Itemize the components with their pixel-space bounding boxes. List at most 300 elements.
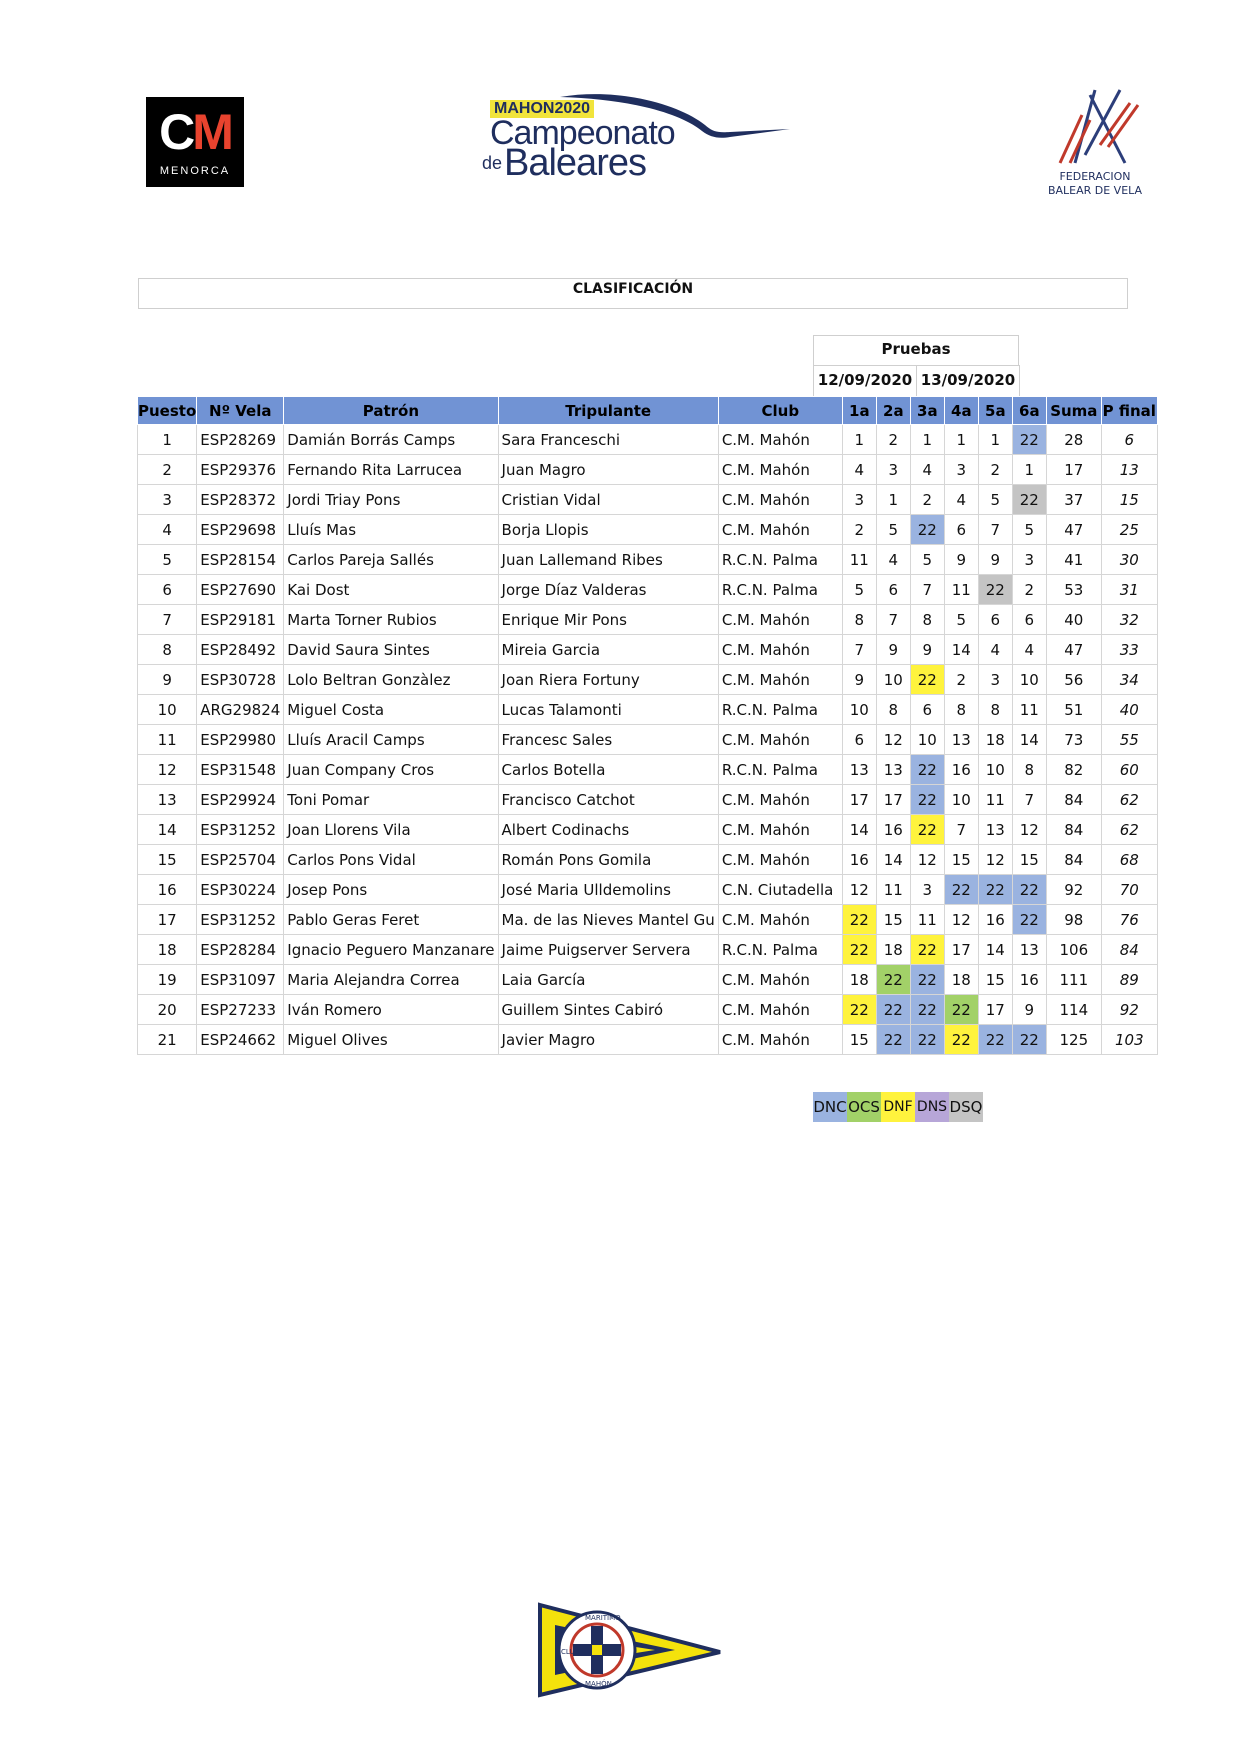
cell-race-1: 22: [842, 905, 876, 935]
cell-vela: ESP30224: [197, 875, 284, 905]
cell-race-6: 5: [1012, 515, 1046, 545]
cell-club: C.N. Ciutadella: [718, 875, 842, 905]
cell-race-1: 14: [842, 815, 876, 845]
cell-vela: ESP29698: [197, 515, 284, 545]
cell-club: R.C.N. Palma: [718, 695, 842, 725]
header-row: [138, 397, 1158, 425]
cell-puesto: 1: [138, 425, 197, 455]
cell-puesto: 16: [138, 875, 197, 905]
cell-race-6: 6: [1012, 605, 1046, 635]
cell-suma: 47: [1046, 515, 1101, 545]
cell-vela: ESP27690: [197, 575, 284, 605]
cell-puesto: 19: [138, 965, 197, 995]
cell-vela: ESP29181: [197, 605, 284, 635]
cell-pfinal: 33: [1101, 635, 1157, 665]
cell-race-5: 22: [978, 875, 1012, 905]
legend-dns: DNS: [915, 1092, 949, 1122]
cell-race-6: 16: [1012, 965, 1046, 995]
table-row: [138, 935, 1158, 965]
cell-suma: 73: [1046, 725, 1101, 755]
results-table: [137, 396, 1158, 1055]
cell-suma: 125: [1046, 1025, 1101, 1055]
table-row: [138, 485, 1158, 515]
cell-race-5: 13: [978, 815, 1012, 845]
cell-puesto: 2: [138, 455, 197, 485]
cell-pfinal: 40: [1101, 695, 1157, 725]
cell-club: C.M. Mahón: [718, 605, 842, 635]
federation-name-line2: BALEAR DE VELA: [1047, 184, 1143, 197]
cm-logo-subtitle: MENORCA: [159, 165, 231, 177]
cell-patron: David Saura Sintes: [284, 635, 498, 665]
cell-race-3: 22: [910, 965, 944, 995]
cell-pfinal: 103: [1101, 1025, 1157, 1055]
cell-patron: Carlos Pons Vidal: [284, 845, 498, 875]
cell-race-4: 2: [944, 665, 978, 695]
cell-race-5: 14: [978, 935, 1012, 965]
cell-race-3: 22: [910, 995, 944, 1025]
cell-club: C.M. Mahón: [718, 965, 842, 995]
cell-patron: Jordi Triay Pons: [284, 485, 498, 515]
cell-vela: ESP28372: [197, 485, 284, 515]
cell-race-5: 1: [978, 425, 1012, 455]
cell-race-4: 14: [944, 635, 978, 665]
cell-race-6: 13: [1012, 935, 1046, 965]
cell-race-3: 22: [910, 815, 944, 845]
cell-vela: ARG29824: [197, 695, 284, 725]
cell-pfinal: 84: [1101, 935, 1157, 965]
cell-race-3: 6: [910, 695, 944, 725]
cell-race-5: 18: [978, 725, 1012, 755]
cell-race-2: 3: [876, 455, 910, 485]
cell-puesto: 20: [138, 995, 197, 1025]
cell-race-2: 16: [876, 815, 910, 845]
cell-tripulante: Francesc Sales: [498, 725, 718, 755]
cell-suma: 92: [1046, 875, 1101, 905]
cell-pfinal: 31: [1101, 575, 1157, 605]
cell-race-3: 1: [910, 425, 944, 455]
cell-vela: ESP29924: [197, 785, 284, 815]
cell-pfinal: 60: [1101, 755, 1157, 785]
cell-suma: 37: [1046, 485, 1101, 515]
cell-race-4: 6: [944, 515, 978, 545]
cell-race-3: 22: [910, 755, 944, 785]
cell-race-5: 16: [978, 905, 1012, 935]
penalty-legend: [813, 1092, 983, 1122]
cell-race-2: 17: [876, 785, 910, 815]
cell-tripulante: Juan Magro: [498, 455, 718, 485]
cell-pfinal: 70: [1101, 875, 1157, 905]
cell-race-6: 22: [1012, 1025, 1046, 1055]
cell-race-3: 22: [910, 935, 944, 965]
cell-race-5: 5: [978, 485, 1012, 515]
cell-race-3: 5: [910, 545, 944, 575]
cell-suma: 84: [1046, 785, 1101, 815]
cell-club: C.M. Mahón: [718, 845, 842, 875]
cell-vela: ESP30728: [197, 665, 284, 695]
cell-race-2: 15: [876, 905, 910, 935]
cell-pfinal: 13: [1101, 455, 1157, 485]
table-row: [138, 845, 1158, 875]
burgee-bottom-text: MAHÓN: [585, 1680, 612, 1688]
cell-race-5: 2: [978, 455, 1012, 485]
col-pfinal: P final: [1101, 397, 1157, 425]
cell-club: C.M. Mahón: [718, 1025, 842, 1055]
cell-club: C.M. Mahón: [718, 425, 842, 455]
cell-puesto: 5: [138, 545, 197, 575]
table-row: [138, 905, 1158, 935]
cell-patron: Miguel Olives: [284, 1025, 498, 1055]
club-maritimo-mahon-burgee: [535, 1600, 735, 1700]
cell-race-5: 8: [978, 695, 1012, 725]
cell-race-6: 8: [1012, 755, 1046, 785]
cell-race-6: 22: [1012, 875, 1046, 905]
cell-race-3: 22: [910, 515, 944, 545]
cell-pfinal: 6: [1101, 425, 1157, 455]
cell-suma: 53: [1046, 575, 1101, 605]
legend-ocs: OCS: [847, 1092, 881, 1122]
table-row: [138, 635, 1158, 665]
cell-puesto: 8: [138, 635, 197, 665]
event-name-de: de: [482, 153, 503, 173]
cell-race-1: 22: [842, 995, 876, 1025]
cell-vela: ESP29980: [197, 725, 284, 755]
cell-race-2: 11: [876, 875, 910, 905]
cell-puesto: 9: [138, 665, 197, 695]
cell-pfinal: 92: [1101, 995, 1157, 1025]
cell-suma: 98: [1046, 905, 1101, 935]
cell-race-1: 3: [842, 485, 876, 515]
cell-race-6: 2: [1012, 575, 1046, 605]
cell-tripulante: Juan Lallemand Ribes: [498, 545, 718, 575]
cell-tripulante: Mireia Garcia: [498, 635, 718, 665]
cell-race-1: 8: [842, 605, 876, 635]
cell-vela: ESP29376: [197, 455, 284, 485]
cell-suma: 40: [1046, 605, 1101, 635]
table-row: [138, 785, 1158, 815]
cell-race-2: 2: [876, 425, 910, 455]
cell-patron: Maria Alejandra Correa: [284, 965, 498, 995]
cell-tripulante: Lucas Talamonti: [498, 695, 718, 725]
cm-menorca-logo: [146, 97, 244, 187]
cell-patron: Joan Llorens Vila: [284, 815, 498, 845]
cell-puesto: 17: [138, 905, 197, 935]
cell-race-4: 16: [944, 755, 978, 785]
cell-suma: 56: [1046, 665, 1101, 695]
cell-race-4: 7: [944, 815, 978, 845]
cell-vela: ESP31252: [197, 905, 284, 935]
cell-tripulante: Borja Llopis: [498, 515, 718, 545]
cell-race-2: 10: [876, 665, 910, 695]
cell-patron: Toni Pomar: [284, 785, 498, 815]
cell-race-3: 2: [910, 485, 944, 515]
cell-club: C.M. Mahón: [718, 815, 842, 845]
col-race-1: 1a: [842, 397, 876, 425]
cell-patron: Josep Pons: [284, 875, 498, 905]
cell-pfinal: 62: [1101, 785, 1157, 815]
cell-tripulante: José Maria Ulldemolins: [498, 875, 718, 905]
cell-tripulante: Sara Franceschi: [498, 425, 718, 455]
table-row: [138, 815, 1158, 845]
cell-vela: ESP31097: [197, 965, 284, 995]
cell-patron: Lluís Aracil Camps: [284, 725, 498, 755]
cell-patron: Juan Company Cros: [284, 755, 498, 785]
cell-puesto: 21: [138, 1025, 197, 1055]
col-race-6: 6a: [1012, 397, 1046, 425]
cell-race-2: 6: [876, 575, 910, 605]
cell-race-6: 22: [1012, 425, 1046, 455]
cell-pfinal: 55: [1101, 725, 1157, 755]
cell-race-4: 11: [944, 575, 978, 605]
cell-tripulante: Carlos Botella: [498, 755, 718, 785]
cell-club: C.M. Mahón: [718, 665, 842, 695]
cell-race-6: 22: [1012, 905, 1046, 935]
cell-race-5: 10: [978, 755, 1012, 785]
cell-race-2: 22: [876, 965, 910, 995]
cell-club: C.M. Mahón: [718, 905, 842, 935]
cell-race-1: 22: [842, 935, 876, 965]
cell-club: C.M. Mahón: [718, 455, 842, 485]
cell-patron: Iván Romero: [284, 995, 498, 1025]
cell-race-1: 10: [842, 695, 876, 725]
cell-race-3: 22: [910, 665, 944, 695]
cell-race-4: 12: [944, 905, 978, 935]
cell-race-2: 5: [876, 515, 910, 545]
cell-tripulante: Javier Magro: [498, 1025, 718, 1055]
table-row: [138, 1025, 1158, 1055]
cell-puesto: 11: [138, 725, 197, 755]
col-patron: Patrón: [284, 397, 498, 425]
cell-race-3: 22: [910, 785, 944, 815]
cell-club: R.C.N. Palma: [718, 755, 842, 785]
cell-suma: 111: [1046, 965, 1101, 995]
cm-logo-letters: CM: [159, 104, 231, 160]
cell-suma: 41: [1046, 545, 1101, 575]
cell-vela: ESP31252: [197, 815, 284, 845]
cell-race-1: 15: [842, 1025, 876, 1055]
cell-suma: 114: [1046, 995, 1101, 1025]
date-day2: 13/09/2020: [917, 365, 1020, 397]
table-row: [138, 695, 1158, 725]
cell-vela: ESP27233: [197, 995, 284, 1025]
cell-race-5: 22: [978, 1025, 1012, 1055]
cell-race-6: 7: [1012, 785, 1046, 815]
col-race-4: 4a: [944, 397, 978, 425]
cell-race-5: 9: [978, 545, 1012, 575]
cell-race-6: 15: [1012, 845, 1046, 875]
table-row: [138, 455, 1158, 485]
cell-club: C.M. Mahón: [718, 995, 842, 1025]
cell-race-6: 3: [1012, 545, 1046, 575]
cell-tripulante: Ma. de las Nieves Mantel Gu: [498, 905, 718, 935]
cell-vela: ESP28284: [197, 935, 284, 965]
cell-race-4: 4: [944, 485, 978, 515]
race-dates: [813, 365, 1020, 396]
cell-patron: Lolo Beltran Gonzàlez: [284, 665, 498, 695]
cell-club: C.M. Mahón: [718, 485, 842, 515]
cell-race-3: 10: [910, 725, 944, 755]
cell-race-1: 6: [842, 725, 876, 755]
cell-puesto: 3: [138, 485, 197, 515]
cell-race-1: 12: [842, 875, 876, 905]
cell-puesto: 12: [138, 755, 197, 785]
cell-vela: ESP28269: [197, 425, 284, 455]
cell-race-6: 10: [1012, 665, 1046, 695]
cell-race-6: 1: [1012, 455, 1046, 485]
event-name-line2: Baleares: [504, 142, 646, 184]
cell-race-1: 2: [842, 515, 876, 545]
cell-vela: ESP28154: [197, 545, 284, 575]
cell-race-1: 16: [842, 845, 876, 875]
cell-race-2: 22: [876, 1025, 910, 1055]
cell-patron: Miguel Costa: [284, 695, 498, 725]
pruebas-header: Pruebas: [813, 335, 1019, 366]
table-row: [138, 545, 1158, 575]
cell-race-4: 17: [944, 935, 978, 965]
legend-dsq: DSQ: [949, 1092, 983, 1122]
cell-patron: Ignacio Peguero Manzanare: [284, 935, 498, 965]
cell-pfinal: 15: [1101, 485, 1157, 515]
federacion-balear-vela-logo: [1030, 85, 1160, 200]
cell-vela: ESP24662: [197, 1025, 284, 1055]
cell-race-1: 11: [842, 545, 876, 575]
cell-race-3: 4: [910, 455, 944, 485]
cell-tripulante: Laia García: [498, 965, 718, 995]
cell-race-1: 4: [842, 455, 876, 485]
col-race-3: 3a: [910, 397, 944, 425]
cell-race-1: 5: [842, 575, 876, 605]
event-year-label: MAHON2020: [490, 100, 594, 118]
cell-race-2: 8: [876, 695, 910, 725]
date-day1: 12/09/2020: [813, 365, 917, 397]
cell-pfinal: 25: [1101, 515, 1157, 545]
federation-name-line1: FEDERACION: [1059, 170, 1131, 183]
cell-suma: 28: [1046, 425, 1101, 455]
cell-puesto: 15: [138, 845, 197, 875]
cell-race-4: 15: [944, 845, 978, 875]
cell-race-3: 8: [910, 605, 944, 635]
table-row: [138, 995, 1158, 1025]
cell-race-2: 12: [876, 725, 910, 755]
cell-race-2: 14: [876, 845, 910, 875]
table-row: [138, 755, 1158, 785]
cell-race-2: 22: [876, 995, 910, 1025]
table-row: [138, 725, 1158, 755]
cell-puesto: 13: [138, 785, 197, 815]
cell-race-5: 6: [978, 605, 1012, 635]
cell-race-2: 13: [876, 755, 910, 785]
table-row: [138, 965, 1158, 995]
table-row: [138, 605, 1158, 635]
cell-pfinal: 32: [1101, 605, 1157, 635]
cell-club: R.C.N. Palma: [718, 935, 842, 965]
cell-race-2: 1: [876, 485, 910, 515]
page-title: CLASIFICACIÓN: [572, 281, 694, 297]
table-row: [138, 515, 1158, 545]
cell-tripulante: Jorge Díaz Valderas: [498, 575, 718, 605]
cell-race-2: 4: [876, 545, 910, 575]
cell-club: C.M. Mahón: [718, 635, 842, 665]
cell-race-6: 11: [1012, 695, 1046, 725]
cell-tripulante: Albert Codinachs: [498, 815, 718, 845]
cell-race-5: 15: [978, 965, 1012, 995]
cell-puesto: 18: [138, 935, 197, 965]
cell-race-1: 13: [842, 755, 876, 785]
cell-vela: ESP31548: [197, 755, 284, 785]
cell-race-4: 22: [944, 1025, 978, 1055]
cell-race-5: 7: [978, 515, 1012, 545]
cell-race-3: 9: [910, 635, 944, 665]
cell-tripulante: Francisco Catchot: [498, 785, 718, 815]
cell-tripulante: Enrique Mir Pons: [498, 605, 718, 635]
cell-pfinal: 68: [1101, 845, 1157, 875]
table-row: [138, 875, 1158, 905]
col-suma: Suma: [1046, 397, 1101, 425]
cell-race-1: 9: [842, 665, 876, 695]
cell-race-3: 11: [910, 905, 944, 935]
cell-pfinal: 76: [1101, 905, 1157, 935]
burgee-top-text: MARITIMO: [585, 1614, 621, 1622]
cell-patron: Lluís Mas: [284, 515, 498, 545]
cell-suma: 84: [1046, 815, 1101, 845]
cell-puesto: 10: [138, 695, 197, 725]
cell-race-5: 4: [978, 635, 1012, 665]
cell-patron: Pablo Geras Feret: [284, 905, 498, 935]
cell-race-4: 13: [944, 725, 978, 755]
cell-puesto: 6: [138, 575, 197, 605]
cell-puesto: 14: [138, 815, 197, 845]
cell-patron: Carlos Pareja Sallés: [284, 545, 498, 575]
cell-club: R.C.N. Palma: [718, 545, 842, 575]
cell-tripulante: Jaime Puigserver Servera: [498, 935, 718, 965]
col-club: Club: [718, 397, 842, 425]
cell-race-4: 5: [944, 605, 978, 635]
cell-race-6: 4: [1012, 635, 1046, 665]
cell-pfinal: 62: [1101, 815, 1157, 845]
cell-race-3: 12: [910, 845, 944, 875]
cell-suma: 84: [1046, 845, 1101, 875]
cell-race-5: 22: [978, 575, 1012, 605]
sails-icon: [1030, 85, 1160, 170]
cell-puesto: 4: [138, 515, 197, 545]
cell-vela: ESP25704: [197, 845, 284, 875]
cell-pfinal: 89: [1101, 965, 1157, 995]
cell-race-4: 18: [944, 965, 978, 995]
cell-club: C.M. Mahón: [718, 515, 842, 545]
col-vela: Nº Vela: [197, 397, 284, 425]
event-name-line1: Campeonato: [490, 114, 675, 152]
cell-race-3: 7: [910, 575, 944, 605]
cell-suma: 47: [1046, 635, 1101, 665]
cell-race-6: 12: [1012, 815, 1046, 845]
cell-race-5: 11: [978, 785, 1012, 815]
cell-tripulante: Cristian Vidal: [498, 485, 718, 515]
cell-patron: Damián Borrás Camps: [284, 425, 498, 455]
cell-club: C.M. Mahón: [718, 725, 842, 755]
cell-race-5: 17: [978, 995, 1012, 1025]
cell-race-2: 9: [876, 635, 910, 665]
cell-patron: Kai Dost: [284, 575, 498, 605]
title-box: [138, 278, 1128, 309]
cell-race-1: 17: [842, 785, 876, 815]
cell-vela: ESP28492: [197, 635, 284, 665]
cell-race-4: 22: [944, 875, 978, 905]
cell-tripulante: Román Pons Gomila: [498, 845, 718, 875]
cell-patron: Fernando Rita Larrucea: [284, 455, 498, 485]
burgee-flag-icon: [535, 1600, 735, 1700]
cell-club: R.C.N. Palma: [718, 575, 842, 605]
col-tripulante: Tripulante: [498, 397, 718, 425]
cell-patron: Marta Torner Rubios: [284, 605, 498, 635]
